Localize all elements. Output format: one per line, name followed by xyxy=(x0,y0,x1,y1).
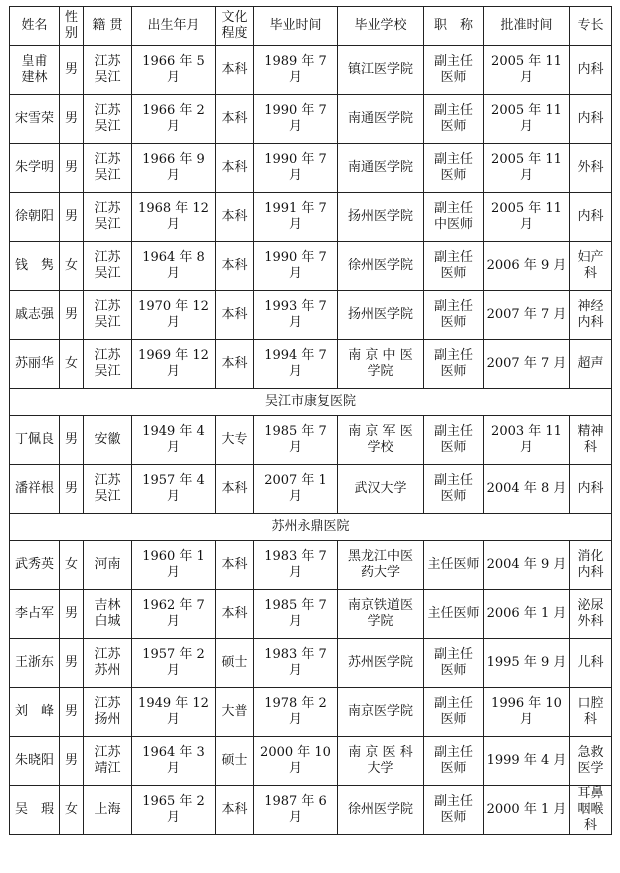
cell-birth-date: 1957 年 4 月 xyxy=(132,465,216,514)
cell-native-place: 江苏 吴江 xyxy=(84,144,132,193)
cell-approval-date: 2005 年 11 月 xyxy=(484,144,570,193)
cell-birth-date: 1968 年 12 月 xyxy=(132,193,216,242)
cell-education: 本科 xyxy=(216,144,254,193)
cell-approval-date: 2007 年 7 月 xyxy=(484,340,570,389)
cell-school: 南通医学院 xyxy=(338,95,424,144)
cell-native-place: 江苏 吴江 xyxy=(84,242,132,291)
cell-school: 南京医学院 xyxy=(338,688,424,737)
cell-graduation-date: 2007 年 1 月 xyxy=(254,465,338,514)
table-row xyxy=(10,95,612,144)
cell-gender: 女 xyxy=(60,786,84,835)
cell-native-place: 上海 xyxy=(84,786,132,835)
cell-school: 镇江医学院 xyxy=(338,46,424,95)
cell-native-place: 江苏 扬州 xyxy=(84,688,132,737)
cell-name: 徐朝阳 xyxy=(10,193,60,242)
cell-title: 副主任 医师 xyxy=(424,465,484,514)
cell-birth-date: 1965 年 2 月 xyxy=(132,786,216,835)
cell-approval-date: 2006 年 9 月 xyxy=(484,242,570,291)
cell-birth-date: 1964 年 3 月 xyxy=(132,737,216,786)
cell-title: 副主任 医师 xyxy=(424,737,484,786)
header-title: 职 称 xyxy=(424,7,484,46)
cell-name: 李占军 xyxy=(10,590,60,639)
table-row xyxy=(10,688,612,737)
cell-title: 副主任 中医师 xyxy=(424,193,484,242)
cell-specialty: 妇产科 xyxy=(570,242,612,291)
cell-title: 副主任 医师 xyxy=(424,242,484,291)
cell-birth-date: 1966 年 2 月 xyxy=(132,95,216,144)
cell-name: 钱 隽 xyxy=(10,242,60,291)
cell-school: 南 京 军 医 学校 xyxy=(338,416,424,465)
cell-school: 徐州医学院 xyxy=(338,786,424,835)
cell-title: 副主任 医师 xyxy=(424,786,484,835)
cell-title: 副主任 医师 xyxy=(424,688,484,737)
header-native-place: 籍 贯 xyxy=(84,7,132,46)
cell-name: 朱晓阳 xyxy=(10,737,60,786)
cell-gender: 男 xyxy=(60,144,84,193)
cell-approval-date: 2003 年 11 月 xyxy=(484,416,570,465)
table-row xyxy=(10,786,612,835)
cell-name: 皇甫 建林 xyxy=(10,46,60,95)
cell-specialty: 儿科 xyxy=(570,639,612,688)
cell-specialty: 耳鼻 咽喉科 xyxy=(570,786,612,835)
cell-education: 大普 xyxy=(216,688,254,737)
cell-approval-date: 2005 年 11 月 xyxy=(484,95,570,144)
cell-school: 南 京 中 医 学院 xyxy=(338,340,424,389)
cell-graduation-date: 1983 年 7 月 xyxy=(254,639,338,688)
cell-graduation-date: 1978 年 2 月 xyxy=(254,688,338,737)
cell-graduation-date: 1990 年 7 月 xyxy=(254,95,338,144)
cell-title: 副主任 医师 xyxy=(424,46,484,95)
section-title: 苏州永鼎医院 xyxy=(10,514,612,541)
cell-specialty: 外科 xyxy=(570,144,612,193)
cell-birth-date: 1966 年 9 月 xyxy=(132,144,216,193)
cell-native-place: 吉林 白城 xyxy=(84,590,132,639)
cell-education: 本科 xyxy=(216,465,254,514)
cell-specialty: 内科 xyxy=(570,95,612,144)
cell-birth-date: 1962 年 7 月 xyxy=(132,590,216,639)
cell-name: 吴 瑕 xyxy=(10,786,60,835)
cell-approval-date: 1995 年 9 月 xyxy=(484,639,570,688)
table-row xyxy=(10,639,612,688)
header-row xyxy=(10,7,612,46)
cell-education: 本科 xyxy=(216,193,254,242)
cell-birth-date: 1949 年 4 月 xyxy=(132,416,216,465)
cell-specialty: 消化 内科 xyxy=(570,541,612,590)
cell-approval-date: 2007 年 7 月 xyxy=(484,291,570,340)
cell-specialty: 内科 xyxy=(570,465,612,514)
cell-graduation-date: 1983 年 7 月 xyxy=(254,541,338,590)
header-specialty: 专长 xyxy=(570,7,612,46)
cell-school: 徐州医学院 xyxy=(338,242,424,291)
table-row xyxy=(10,416,612,465)
table-row xyxy=(10,541,612,590)
cell-school: 黑龙江中医 药大学 xyxy=(338,541,424,590)
cell-specialty: 精神科 xyxy=(570,416,612,465)
cell-birth-date: 1960 年 1 月 xyxy=(132,541,216,590)
cell-approval-date: 1999 年 4 月 xyxy=(484,737,570,786)
cell-approval-date: 1996 年 10 月 xyxy=(484,688,570,737)
cell-gender: 男 xyxy=(60,416,84,465)
cell-approval-date: 2004 年 8 月 xyxy=(484,465,570,514)
staff-table xyxy=(9,6,612,835)
table-row xyxy=(10,193,612,242)
cell-school: 武汉大学 xyxy=(338,465,424,514)
cell-specialty: 内科 xyxy=(570,46,612,95)
cell-gender: 女 xyxy=(60,340,84,389)
cell-native-place: 安徽 xyxy=(84,416,132,465)
section-row xyxy=(10,514,612,541)
table-row xyxy=(10,144,612,193)
cell-gender: 男 xyxy=(60,737,84,786)
cell-name: 苏丽华 xyxy=(10,340,60,389)
cell-graduation-date: 1993 年 7 月 xyxy=(254,291,338,340)
cell-name: 刘 峰 xyxy=(10,688,60,737)
cell-graduation-date: 1989 年 7 月 xyxy=(254,46,338,95)
cell-native-place: 江苏 苏州 xyxy=(84,639,132,688)
cell-gender: 女 xyxy=(60,242,84,291)
cell-native-place: 江苏 吴江 xyxy=(84,465,132,514)
cell-education: 本科 xyxy=(216,786,254,835)
cell-title: 副主任 医师 xyxy=(424,144,484,193)
cell-gender: 男 xyxy=(60,590,84,639)
cell-title: 副主任 医师 xyxy=(424,639,484,688)
table-row xyxy=(10,242,612,291)
cell-education: 本科 xyxy=(216,95,254,144)
cell-native-place: 江苏 吴江 xyxy=(84,95,132,144)
section-row xyxy=(10,389,612,416)
table-row xyxy=(10,465,612,514)
cell-gender: 男 xyxy=(60,465,84,514)
cell-education: 硕士 xyxy=(216,737,254,786)
cell-school: 扬州医学院 xyxy=(338,193,424,242)
cell-title: 副主任 医师 xyxy=(424,95,484,144)
cell-school: 南通医学院 xyxy=(338,144,424,193)
cell-name: 武秀英 xyxy=(10,541,60,590)
cell-native-place: 河南 xyxy=(84,541,132,590)
header-name: 姓名 xyxy=(10,7,60,46)
cell-gender: 男 xyxy=(60,291,84,340)
cell-graduation-date: 2000 年 10 月 xyxy=(254,737,338,786)
cell-specialty: 超声 xyxy=(570,340,612,389)
cell-education: 大专 xyxy=(216,416,254,465)
cell-school: 苏州医学院 xyxy=(338,639,424,688)
cell-gender: 男 xyxy=(60,639,84,688)
table-body xyxy=(10,46,612,835)
cell-native-place: 江苏 吴江 xyxy=(84,193,132,242)
cell-graduation-date: 1985 年 7 月 xyxy=(254,416,338,465)
cell-graduation-date: 1990 年 7 月 xyxy=(254,242,338,291)
cell-title: 主任医师 xyxy=(424,590,484,639)
cell-graduation-date: 1985 年 7 月 xyxy=(254,590,338,639)
cell-name: 戚志强 xyxy=(10,291,60,340)
cell-name: 朱学明 xyxy=(10,144,60,193)
cell-school: 南京铁道医 学院 xyxy=(338,590,424,639)
cell-specialty: 神经 内科 xyxy=(570,291,612,340)
cell-education: 本科 xyxy=(216,46,254,95)
cell-name: 潘祥根 xyxy=(10,465,60,514)
cell-specialty: 急救 医学 xyxy=(570,737,612,786)
table-row xyxy=(10,590,612,639)
cell-education: 本科 xyxy=(216,242,254,291)
cell-graduation-date: 1987 年 6 月 xyxy=(254,786,338,835)
cell-gender: 男 xyxy=(60,193,84,242)
cell-school: 南 京 医 科 大学 xyxy=(338,737,424,786)
table-row xyxy=(10,46,612,95)
cell-name: 宋雪荣 xyxy=(10,95,60,144)
cell-birth-date: 1957 年 2 月 xyxy=(132,639,216,688)
header-gender: 性 别 xyxy=(60,7,84,46)
header-birth-date: 出生年月 xyxy=(132,7,216,46)
cell-specialty: 内科 xyxy=(570,193,612,242)
cell-education: 本科 xyxy=(216,340,254,389)
cell-birth-date: 1949 年 12 月 xyxy=(132,688,216,737)
cell-birth-date: 1969 年 12 月 xyxy=(132,340,216,389)
cell-gender: 男 xyxy=(60,688,84,737)
cell-education: 本科 xyxy=(216,590,254,639)
cell-education: 本科 xyxy=(216,291,254,340)
cell-specialty: 口腔科 xyxy=(570,688,612,737)
cell-graduation-date: 1990 年 7 月 xyxy=(254,144,338,193)
cell-birth-date: 1966 年 5 月 xyxy=(132,46,216,95)
cell-gender: 男 xyxy=(60,95,84,144)
cell-title: 副主任 医师 xyxy=(424,340,484,389)
header-graduation-date: 毕业时间 xyxy=(254,7,338,46)
cell-gender: 女 xyxy=(60,541,84,590)
table-row xyxy=(10,737,612,786)
cell-title: 副主任 医师 xyxy=(424,416,484,465)
section-title: 吴江市康复医院 xyxy=(10,389,612,416)
cell-native-place: 江苏 吴江 xyxy=(84,340,132,389)
cell-birth-date: 1970 年 12 月 xyxy=(132,291,216,340)
cell-birth-date: 1964 年 8 月 xyxy=(132,242,216,291)
table-row xyxy=(10,340,612,389)
cell-graduation-date: 1994 年 7 月 xyxy=(254,340,338,389)
cell-specialty: 泌尿 外科 xyxy=(570,590,612,639)
cell-title: 主任医师 xyxy=(424,541,484,590)
cell-approval-date: 2005 年 11 月 xyxy=(484,46,570,95)
cell-approval-date: 2005 年 11 月 xyxy=(484,193,570,242)
cell-gender: 男 xyxy=(60,46,84,95)
header-education: 文化 程度 xyxy=(216,7,254,46)
table-header xyxy=(10,7,612,46)
cell-native-place: 江苏 吴江 xyxy=(84,46,132,95)
cell-name: 丁佩良 xyxy=(10,416,60,465)
cell-title: 副主任 医师 xyxy=(424,291,484,340)
header-school: 毕业学校 xyxy=(338,7,424,46)
cell-graduation-date: 1991 年 7 月 xyxy=(254,193,338,242)
cell-native-place: 江苏 靖江 xyxy=(84,737,132,786)
table-row xyxy=(10,291,612,340)
cell-school: 扬州医学院 xyxy=(338,291,424,340)
header-approval-date: 批准时间 xyxy=(484,7,570,46)
cell-approval-date: 2004 年 9 月 xyxy=(484,541,570,590)
cell-approval-date: 2006 年 1 月 xyxy=(484,590,570,639)
cell-approval-date: 2000 年 1 月 xyxy=(484,786,570,835)
cell-education: 本科 xyxy=(216,541,254,590)
cell-native-place: 江苏 吴江 xyxy=(84,291,132,340)
cell-education: 硕士 xyxy=(216,639,254,688)
cell-name: 王浙东 xyxy=(10,639,60,688)
